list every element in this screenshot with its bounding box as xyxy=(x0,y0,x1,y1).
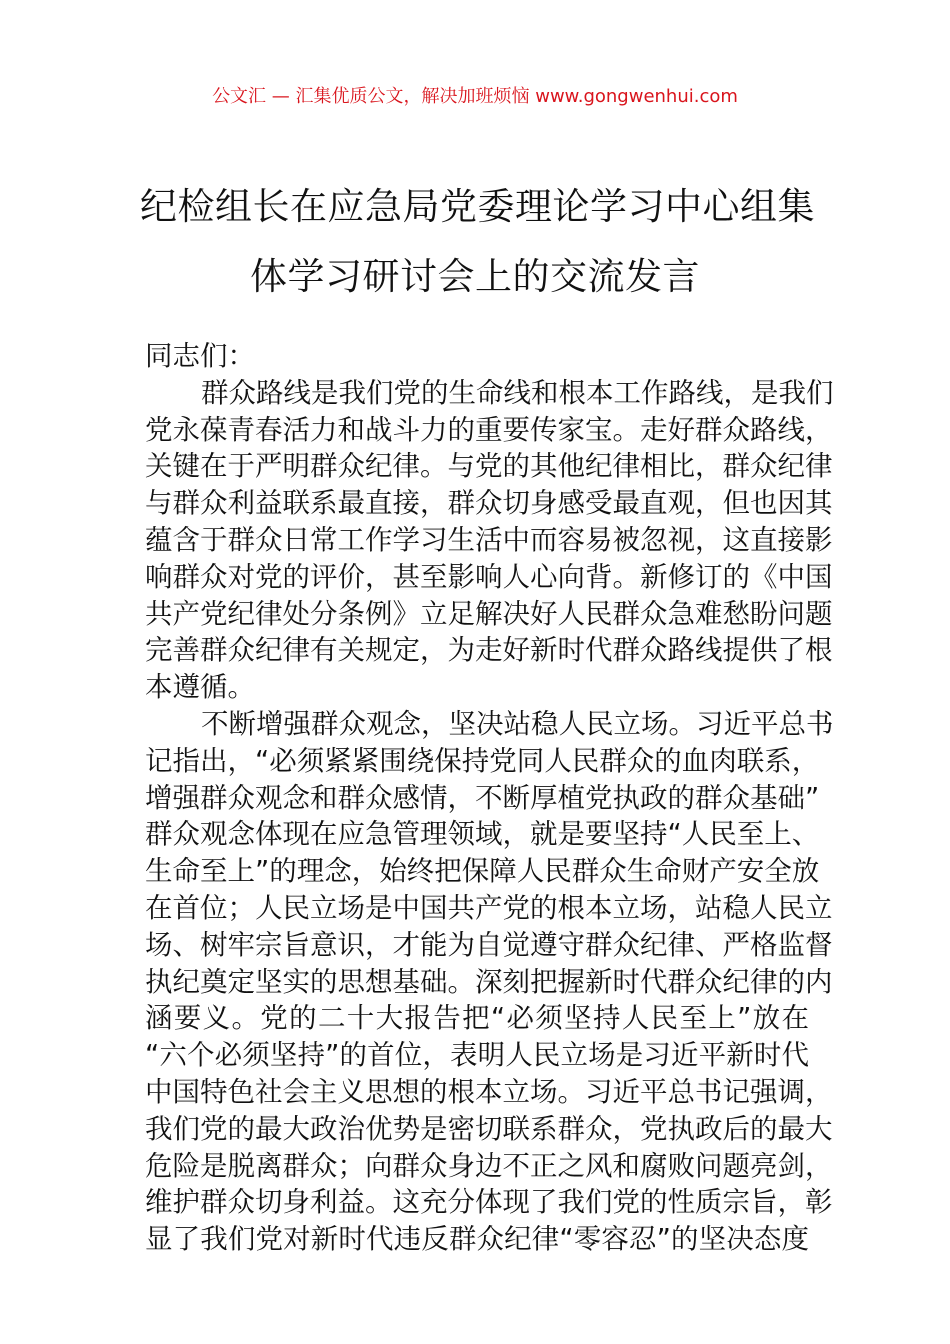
paragraph-line: 不断增强群众观念，坚决站稳人民立场。习近平总书 xyxy=(201,707,834,740)
paragraph-line: 执纪奠定坚实的思想基础。深刻把握新时代群众纪律的内 xyxy=(145,965,833,998)
site-banner: 公文汇 — 汇集优质公文，解决加班烦恼 www.gongwenhui.com xyxy=(212,86,738,107)
paragraph-line: 党永葆青春活力和战斗力的重要传家宝。走好群众路线， xyxy=(145,413,833,446)
paragraph-line: “六个必须坚持”的首位，表明人民立场是习近平新时代 xyxy=(145,1039,809,1072)
paragraph-line: 关键在于严明群众纪律。与党的其他纪律相比，群众纪律 xyxy=(145,450,833,483)
paragraph-line: 中国特色社会主义思想的根本立场。习近平总书记强调， xyxy=(145,1075,833,1108)
title-line: 纪检组长在应急局党委理论学习中心组集 xyxy=(140,185,815,228)
paragraph-line: 显了我们党对新时代违反群众纪律“零容忍”的坚决态度 xyxy=(145,1223,809,1256)
paragraph-line: 增强群众观念和群众感情，不断厚植党执政的群众基础” xyxy=(145,781,820,814)
paragraph-line: 完善群众纪律有关规定，为走好新时代群众路线提供了根 xyxy=(145,634,833,667)
paragraph-line: 记指出，“必须紧紧围绕保持党同人民群众的血肉联系， xyxy=(145,744,820,777)
paragraph-line: 在首位；人民立场是中国共产党的根本立场，站稳人民立 xyxy=(145,891,833,924)
paragraph-line: 危险是脱离群众；向群众身边不正之风和腐败问题亮剑， xyxy=(145,1149,833,1182)
paragraph-line: 维护群众切身利益。这充分体现了我们党的性质宗旨，彰 xyxy=(145,1186,833,1219)
paragraph-line: 蕴含于群众日常工作学习生活中而容易被忽视，这直接影 xyxy=(145,523,833,556)
title-line: 体学习研讨会上的交流发言 xyxy=(250,255,700,298)
salutation: 同志们： xyxy=(145,340,255,372)
paragraph-line: 群众路线是我们党的生命线和根本工作路线，是我们 xyxy=(201,376,834,409)
paragraph-line: 生命至上”的理念，始终把保障人民群众生命财产安全放 xyxy=(145,855,820,888)
paragraph-line: 群众观念体现在应急管理领域，就是要坚持“人民至上、 xyxy=(145,818,820,851)
paragraph-1 xyxy=(145,375,834,706)
document-title xyxy=(140,172,815,312)
paragraph-line: 响群众对党的评价，甚至影响人心向背。新修订的《中国 xyxy=(145,560,833,593)
paragraph-line: 我们党的最大政治优势是密切联系群众，党执政后的最大 xyxy=(145,1112,833,1145)
paragraph-line: 共产党纪律处分条例》立足解决好人民群众急难愁盼问题 xyxy=(145,597,833,630)
paragraph-line: 本遵循。 xyxy=(145,671,255,704)
document-body xyxy=(145,338,834,1258)
paragraph-line: 场、树牢宗旨意识，才能为自觉遵守群众纪律、严格监督 xyxy=(145,928,833,961)
paragraph-line: 与群众利益联系最直接，群众切身感受最直观，但也因其 xyxy=(145,487,833,520)
paragraph-line: 涵要义。党的二十大报告把“必须坚持人民至上”放在 xyxy=(145,1002,809,1035)
paragraph-2 xyxy=(145,706,834,1258)
